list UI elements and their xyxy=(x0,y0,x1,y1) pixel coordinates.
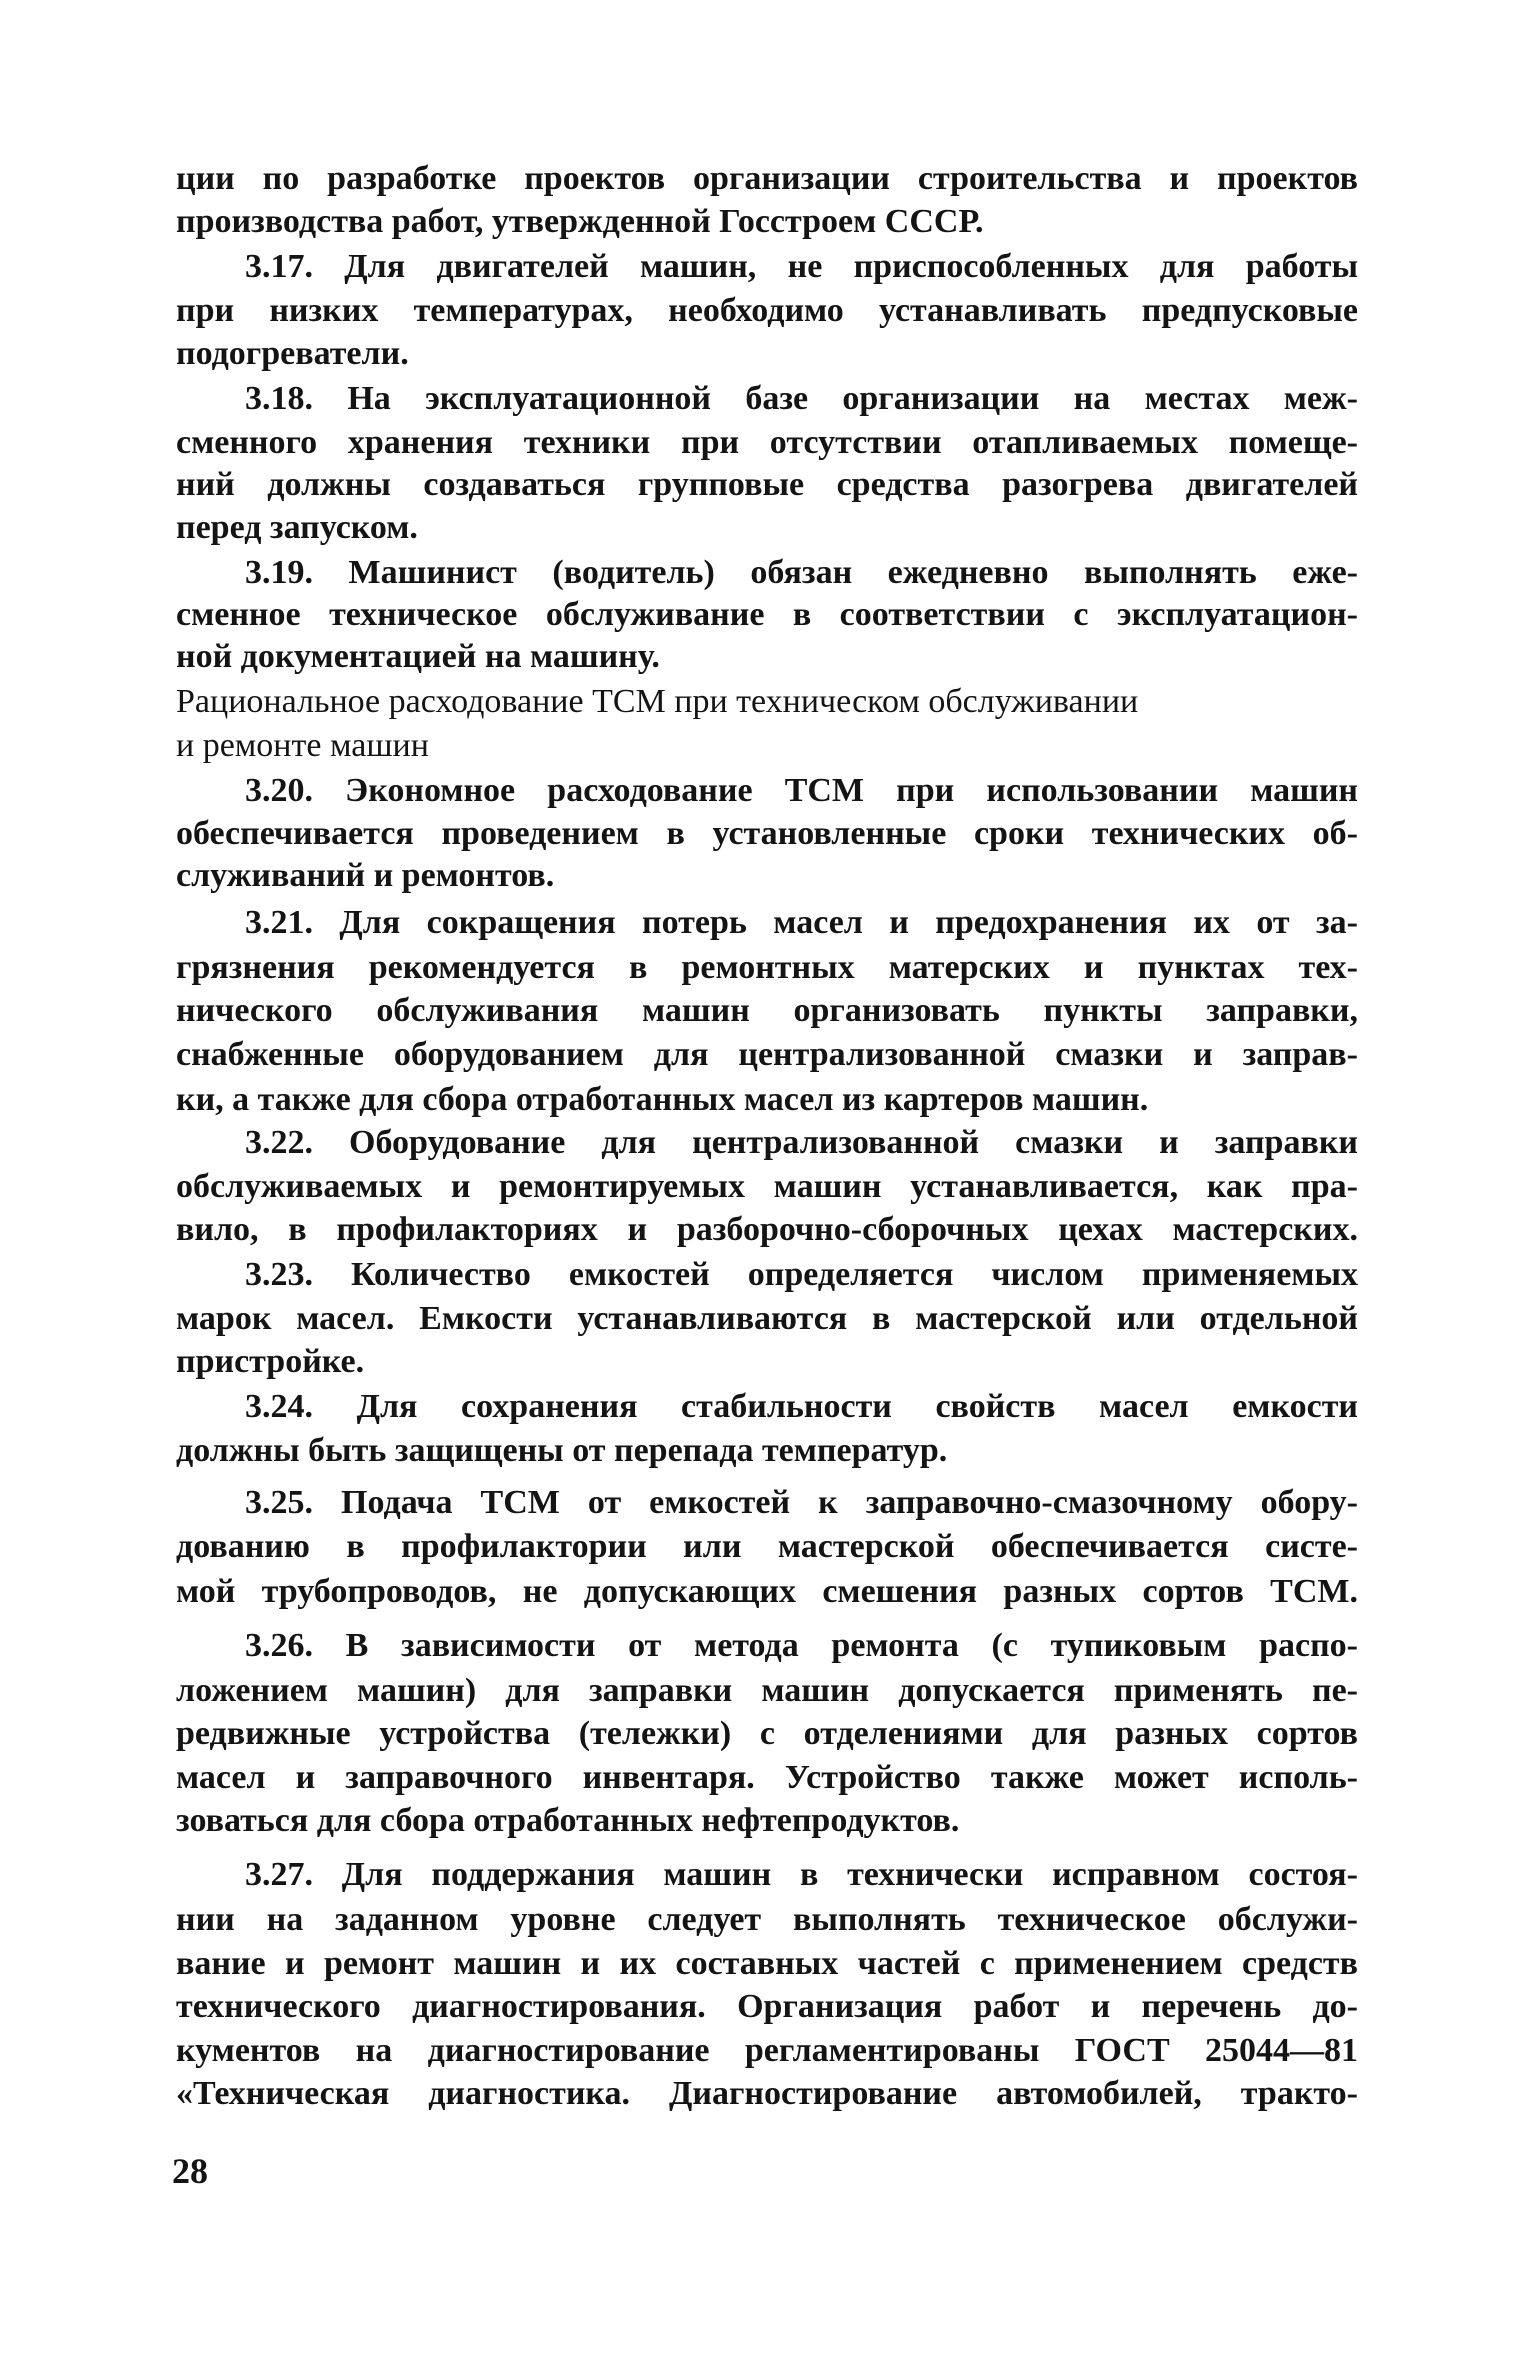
page-number: 28 xyxy=(172,2151,208,2191)
text-line: 3.18. На эксплуатационной базе организации на местах меж- xyxy=(245,380,1358,417)
text-line: 3.17. Для двигателей машин, не приспособленных для работы xyxy=(245,248,1358,285)
text-line: сменного хранения техники при отсутствии отапливаемых помеще- xyxy=(176,423,1358,461)
text-line: марок масел. Емкости устанавливаются в мастерской или отдельной xyxy=(176,1299,1358,1337)
text-line: обеспечивается проведением в установленные сроки технических об- xyxy=(176,815,1358,852)
text-line: обслуживаемых и ремонтируемых машин устанавливается, как пра- xyxy=(176,1167,1358,1205)
text-line: должны быть защищены от перепада температур. xyxy=(176,1431,948,1469)
text-line: 3.19. Машинист (водитель) обязан ежедневно выполнять еже- xyxy=(245,554,1358,591)
text-line: снабженные оборудованием для централизованной смазки и заправ- xyxy=(176,1035,1358,1073)
text-line: ложением машин) для заправки машин допускается применять пе- xyxy=(176,1671,1358,1709)
section-heading-line: Рациональное расходование ТСМ при техническом обслуживании xyxy=(176,683,1139,720)
text-line: перед запуском. xyxy=(176,509,418,546)
text-line: подогреватели. xyxy=(176,335,409,372)
text-line: вание и ремонт машин и их составных частей с применением средств xyxy=(176,1944,1358,1982)
text-line: сменное техническое обслуживание в соответствии с эксплуатацион- xyxy=(176,596,1358,633)
text-line: нии на заданном уровне следует выполнять техническое обслужи- xyxy=(176,1901,1358,1938)
text-line: 3.23. Количество емкостей определяется числом применяемых xyxy=(245,1256,1358,1293)
text-line: пристройке. xyxy=(176,1343,365,1380)
text-line: нического обслуживания машин организовать пункты заправки, xyxy=(176,992,1358,1029)
text-line: 3.27. Для поддержания машин в технически исправном состоя- xyxy=(245,1856,1358,1893)
text-line: 3.25. Подача ТСМ от емкостей к заправочно-смазочному обору- xyxy=(245,1484,1358,1521)
text-line: 3.21. Для сокращения потерь масел и предохранения их от за- xyxy=(245,903,1358,941)
text-line: масел и заправочного инвентаря. Устройство также может исполь- xyxy=(176,1758,1358,1796)
text-line: при низких температурах, необходимо устанавливать предпусковые xyxy=(176,291,1358,329)
section-heading-line: и ремонте машин xyxy=(176,726,429,764)
text-line: технического диагностирования. Организация работ и перечень до- xyxy=(176,1988,1358,2025)
text-line: ки, а также для сбора отработанных масел из картеров машин. xyxy=(176,1080,1149,1118)
text-line: ний должны создаваться групповые средства разогрева двигателей xyxy=(176,465,1358,503)
text-line: 3.26. В зависимости от метода ремонта (с тупиковым распо- xyxy=(245,1626,1358,1664)
text-line: ции по разработке проектов организации строительства и проектов xyxy=(176,159,1358,197)
text-line: зоваться для сбора отработанных нефтепродуктов. xyxy=(176,1802,960,1839)
text-line: мой трубопроводов, не допускающих смешения разных сортов ТСМ. xyxy=(176,1572,1358,1610)
text-line: дованию в профилактории или мастерской обеспечивается систе- xyxy=(176,1527,1358,1565)
text-line: редвижные устройства (тележки) с отделениями для разных сортов xyxy=(176,1715,1358,1752)
text-line: 3.20. Экономное расходование ТСМ при использовании машин xyxy=(245,771,1358,809)
text-line: кументов на диагностирование регламентированы ГОСТ 25044—81 xyxy=(176,2031,1358,2069)
text-line: «Техническая диагностика. Диагностирование автомобилей, тракто- xyxy=(176,2075,1358,2112)
text-line: служиваний и ремонтов. xyxy=(176,857,555,894)
text-line: вило, в профилакториях и разборочно-сборочных цехах мастерских. xyxy=(176,1211,1358,1248)
text-line: производства работ, утвержденной Госстроем СССР. xyxy=(176,203,984,240)
text-line: 3.22. Оборудование для централизованной смазки и заправки xyxy=(245,1124,1358,1161)
text-line: 3.24. Для сохранения стабильности свойств масел емкости xyxy=(245,1388,1358,1425)
text-line: грязнения рекомендуется в ремонтных матерских и пунктах тех- xyxy=(176,948,1358,986)
text-line: ной документацией на машину. xyxy=(176,638,660,675)
